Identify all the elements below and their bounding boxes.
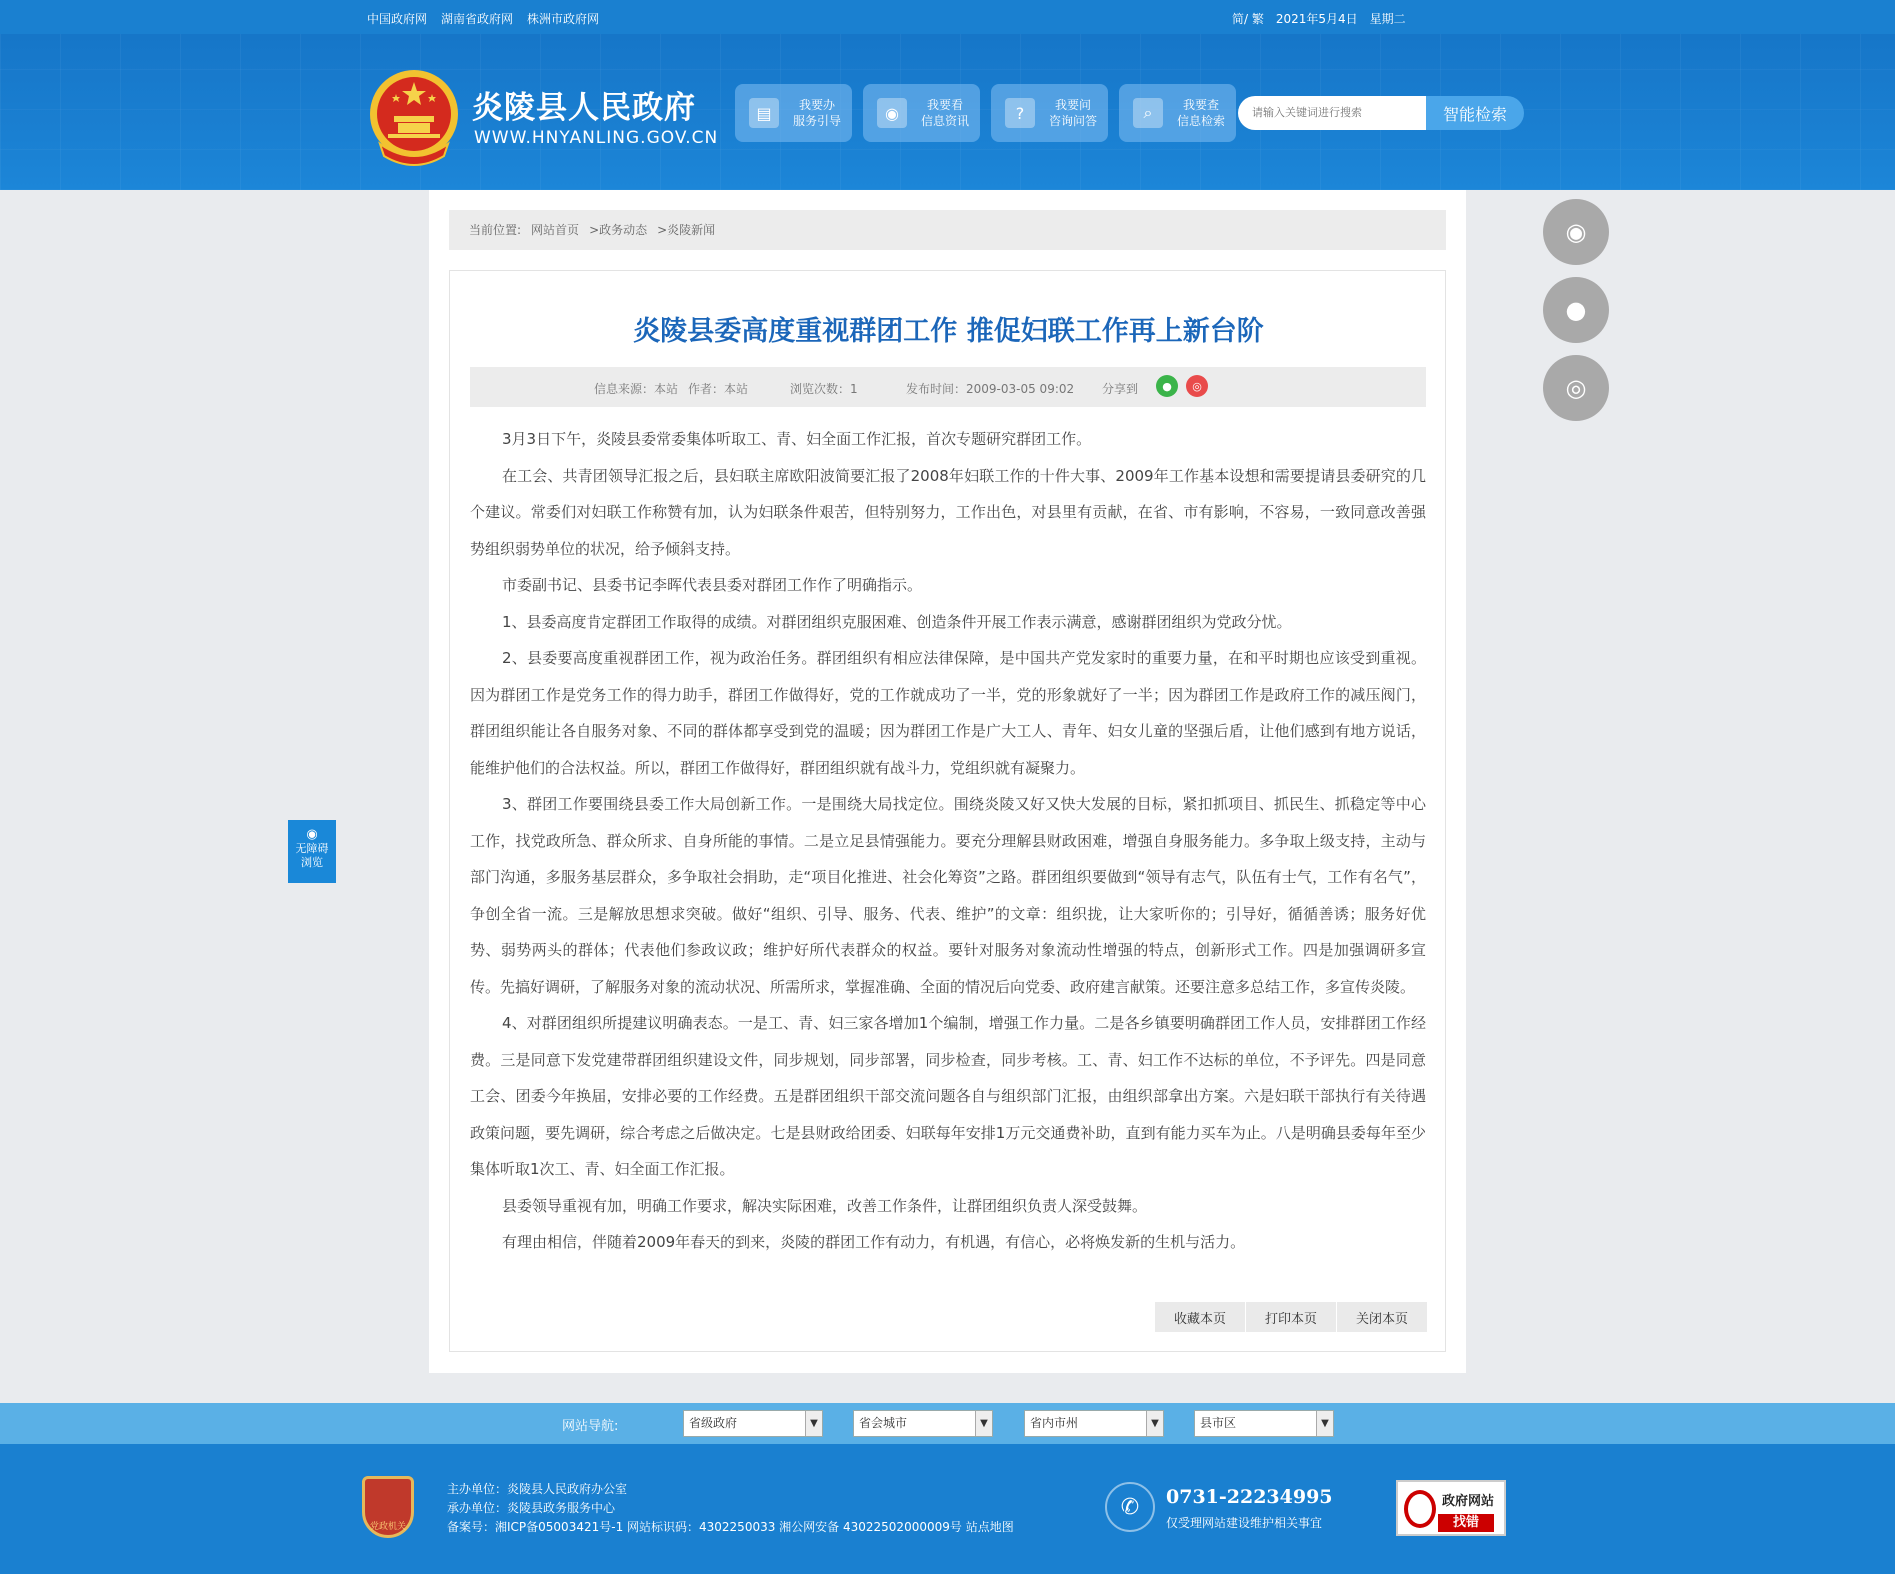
footer-info [447,1480,1014,1537]
site-footer [0,1444,1895,1574]
site-nav-bar [0,1403,1895,1444]
badge-label: 党政机关 [369,1522,406,1532]
phone-icon: ✆ [1105,1482,1155,1532]
footer-phone-note: 仅受理网站建设维护相关事宜 [1166,1516,1323,1530]
meta-published: 发布时间：2009-03-05 09:02 [906,382,1075,396]
wechat-icon: ● [1565,296,1587,324]
report-action: 找错 [1438,1514,1494,1532]
main-content [429,190,1466,1373]
meta-share-label: 分享到 [1102,382,1139,396]
province-gov-select[interactable] [683,1410,823,1437]
float-eye-button[interactable] [1543,199,1609,265]
eye-icon: ◉ [877,98,907,128]
national-emblem-icon [366,68,462,170]
bookmark-page-button[interactable]: 收藏本页 [1155,1302,1246,1332]
article-paragraph: 有理由相信，伴随着2009年春天的到来，炎陵的群团工作有动力，有机遇，有信心，必将焕发新的生机与活力。 [502,1233,1246,1251]
footer-sponsor: 主办单位：炎陵县人民政府办公室 [447,1482,628,1496]
service-sublabel: 服务引导 [793,114,842,128]
service-view-button[interactable] [863,84,980,142]
service-ask-button[interactable] [991,84,1108,142]
site-title: 炎陵县人民政府 [472,90,696,126]
eye-icon: ◉ [306,827,318,842]
service-sublabel: 信息资讯 [921,114,970,128]
print-page-button[interactable]: 打印本页 [1246,1302,1337,1332]
weibo-icon: ◎ [1565,374,1587,402]
footer-phone: 0731-22234995 [1166,1486,1333,1508]
float-wechat-button[interactable] [1543,277,1609,343]
service-search-button[interactable] [1119,84,1236,142]
top-link-hunan-gov[interactable]: 湖南省政府网 [441,12,514,26]
top-right [1232,10,1406,27]
select-value: 县市区 [1200,1416,1237,1430]
service-sublabel: 咨询问答 [1049,114,1098,128]
wechat-share-icon[interactable]: ● [1156,375,1178,397]
current-date: 2021年5月4日 [1275,12,1358,26]
meta-source: 信息来源：本站 [594,382,679,396]
page-actions [1155,1302,1428,1332]
question-icon: ? [1005,98,1035,128]
article-paragraph: 市委副书记、县委书记李晖代表县委对群团工作作了明确指示。 [502,576,923,594]
article-paragraph: 在工会、共青团领导汇报之后，县妇联主席欧阳波简要汇报了2008年妇联工作的十件大事、2009年工作基本设想和需要提请县委研究的几个建议。常委们对妇联工作称赞有加，认为妇联条件艰苦，但特别努力，工作出色，对县里有贡献，在省、市有影响，不容易，一致同意改善强势组织弱势单位的状况，给予倾斜支持。 [470,466,1426,558]
service-sublabel: 信息检索 [1177,114,1226,128]
party-gov-badge-icon[interactable] [362,1476,414,1538]
accessibility-button[interactable] [288,820,336,883]
top-link-central-gov[interactable]: 中国政府网 [367,12,428,26]
capital-city-select[interactable] [853,1410,993,1437]
top-links [367,10,599,27]
magnifier-icon [1404,1490,1436,1528]
eye-icon: ◉ [1565,218,1587,246]
article-paragraph: 1、县委高度肯定群团工作取得的成绩。对群团组织克服困难、创造条件开展工作表示满意，感谢群团组织为党政分忧。 [502,612,1292,631]
site-search [1238,96,1524,130]
site-header [0,34,1895,190]
county-select[interactable] [1194,1410,1334,1437]
article [449,270,1446,1352]
top-bar [0,0,1895,34]
service-label: 我要查 [1183,98,1220,112]
chevron-down-icon: ▼ [975,1411,992,1436]
service-label: 我要看 [927,98,964,112]
meta-author: 作者：本站 [688,382,749,396]
service-label: 我要办 [799,98,836,112]
article-paragraph: 3、群团工作要围绕县委工作大局创新工作。一是围绕大局找定位。围绕炎陵又好又快大发展的目标，紧扣抓项目、抓民生、抓稳定等中心工作，找党政所急、群众所求、自身所能的事情。二是立足县情强能力。要充分理解县财政困难，增强自身服务能力。多争取上级支持，主动与部门沟通，多服务基层群众，多争取社会捐助，走“项目化推进、社会化筹资”之路。群团组织要做到“领导有志气，队伍有士气，工作有名气”，争创全省一流。三是解放思想求突破。做好“组织、引导、服务、代表、维护”的文章：组织拢，让大家听你的；引导好，循循善诱；服务好优势、弱势两头的群体；代表他们参政议政；维护好所代表群众的权益。要针对服务对象流动性增强的特点，创新形式工作。四是加强调研多宣传。先搞好调研，了解服务对象的流动状况、所需所求，掌握准确、全面的情况后向党委、政府建言献策。还要注意多总结工作，多宣传炎陵。 [470,795,1426,996]
footer-record: 备案号：湘ICP备05003421号-1 网站标识码：4302250033 湘公网安备 43022502000009号 站点地图 [447,1520,1014,1534]
meta-views: 浏览次数：1 [790,382,858,396]
article-paragraph: 县委领导重视有加，明确工作要求，解决实际困难，改善工作条件，让群团组织负责人深受鼓舞。 [502,1196,1148,1215]
close-page-button[interactable]: 关闭本页 [1337,1302,1428,1332]
province-city-select[interactable] [1024,1410,1164,1437]
select-value: 省会城市 [859,1416,908,1430]
select-value: 省级政府 [689,1416,738,1430]
article-paragraph: 4、对群团组织所提建议明确表态。一是工、青、妇三家各增加1个编制，增强工作力量。二是各乡镇要明确群团工作人员，安排群团工作经费。三是同意下发党建带群团组织建设文件，同步规划，同步部署，同步检查，同步考核。工、青、妇工作不达标的单位，不予评先。四是同意工会、团委今年换届，安排必要的工作经费。五是群团组织干部交流问题各自与组织部门汇报，由组织部拿出方案。六是妇联干部执行有关待遇政策问题，要先调研，综合考虑之后做决定。七是县财政给团委、妇联每年安排1万元交通费补助，直到有能力买车为止。八是明确县委每年至少集体听取1次工、青、妇全面工作汇报。 [470,1014,1426,1178]
service-apply-button[interactable] [735,84,852,142]
report-title: 政府网站 [1442,1494,1495,1509]
breadcrumb-label: 当前位置: [469,223,522,237]
current-weekday: 星期二 [1369,12,1406,26]
breadcrumb [449,210,1446,250]
search-icon: ⌕ [1133,98,1163,128]
article-title: 炎陵县委高度重视群团工作 推促妇联工作再上新台阶 [633,316,1264,347]
top-link-zhuzhou-gov[interactable]: 株洲市政府网 [527,12,600,26]
float-weibo-button[interactable] [1543,355,1609,421]
smart-search-button[interactable]: 智能检索 [1426,96,1524,130]
breadcrumb-yanling-news[interactable]: >炎陵新闻 [657,223,716,237]
article-meta [470,367,1426,407]
accessibility-label: 无障碍 [295,842,329,855]
weibo-share-icon[interactable]: ◎ [1186,375,1208,397]
chevron-down-icon: ▼ [1316,1411,1333,1436]
document-icon: ▤ [749,98,779,128]
article-paragraph: 3月3日下午，炎陵县委常委集体听取工、青、妇全面工作汇报，首次专题研究群团工作。 [502,430,1092,448]
search-input[interactable] [1238,96,1428,130]
article-body [470,421,1426,1261]
chevron-down-icon: ▼ [1146,1411,1163,1436]
breadcrumb-gov-news[interactable]: >政务动态 [589,223,648,237]
site-domain: WWW.HNYANLING.GOV.CN [474,128,719,148]
service-label: 我要问 [1055,98,1092,112]
article-paragraph: 2、县委要高度重视群团工作，视为政治任务。群团组织有相应法律保障，是中国共产党发家时的重要力量，在和平时期也应该受到重视。因为群团工作是党务工作的得力助手，群团工作做得好，党的工作就成功了一半，党的形象就好了一半；因为群团工作是政府工作的减压阀门，群团组织能让各自服务对象、不同的群体都享受到党的温暖；因为群团工作是广大工人、青年、妇女儿童的坚强后盾，让他们感到有地方说话，能维护他们的合法权益。所以，群团工作做得好，群团组织就有战斗力，党组织就有凝聚力。 [470,649,1426,777]
select-value: 省内市州 [1030,1416,1079,1430]
chevron-down-icon: ▼ [805,1411,822,1436]
accessibility-sublabel: 浏览 [301,856,323,869]
report-error-button[interactable] [1396,1480,1506,1536]
footer-organizer: 承办单位：炎陵县政务服务中心 [447,1501,616,1515]
site-nav-label: 网站导航: [562,1419,619,1434]
language-toggle[interactable]: 简/ 繁 [1232,12,1264,26]
breadcrumb-home[interactable]: 网站首页 [531,223,580,237]
